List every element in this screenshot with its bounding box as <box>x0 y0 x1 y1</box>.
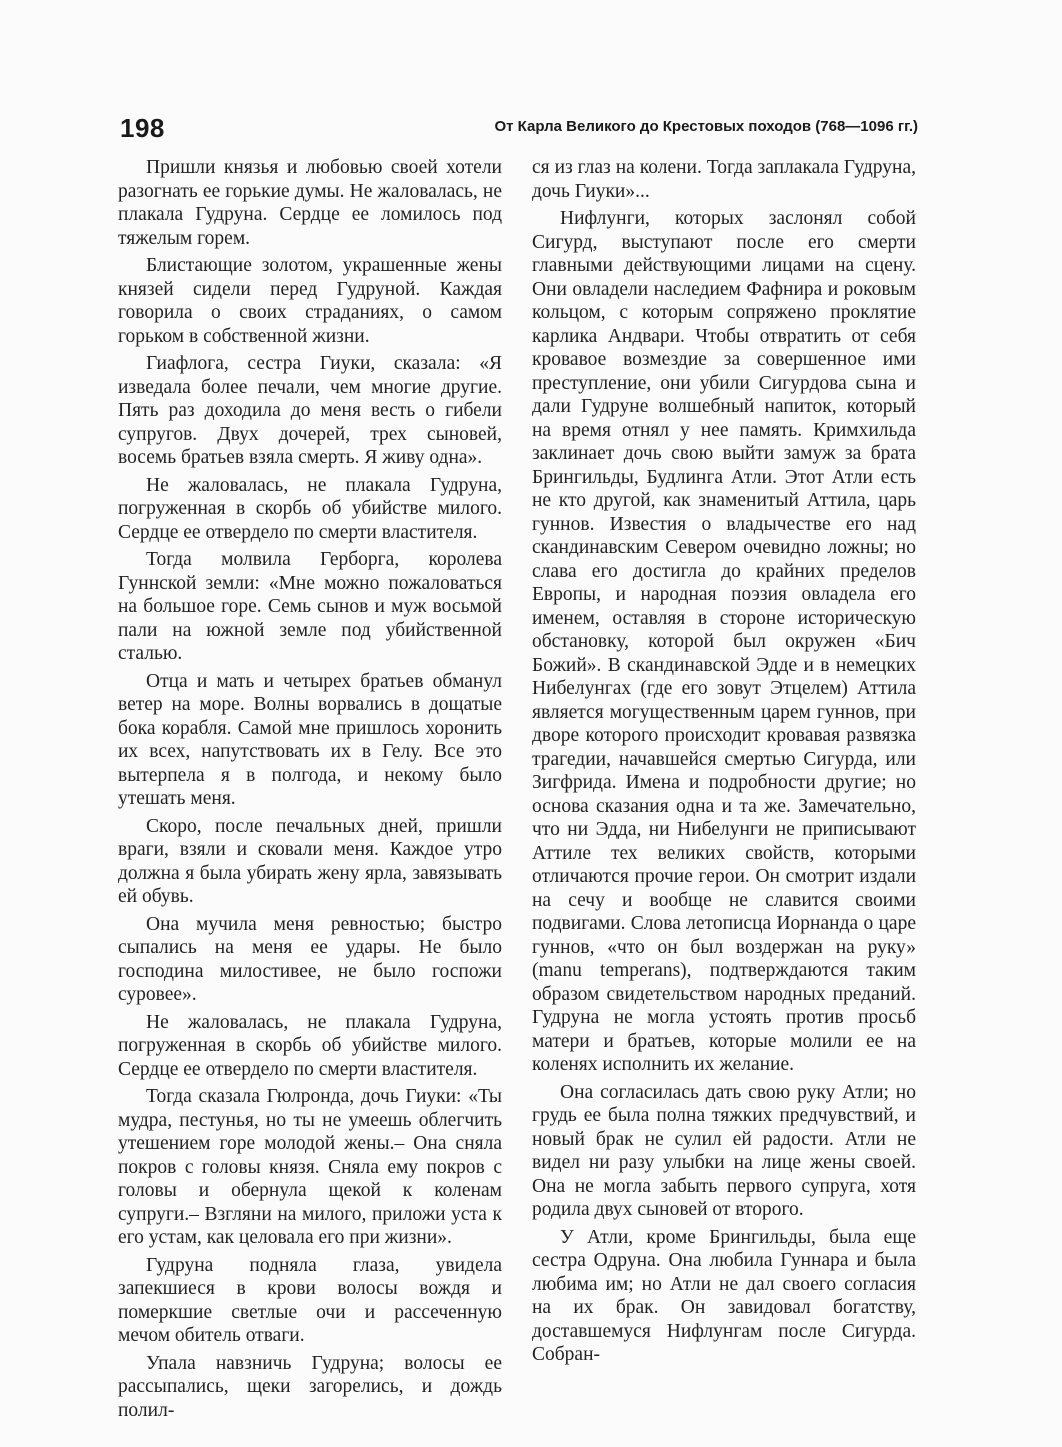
paragraph: Упала навзничь Гудруна; волосы ее рассыпались, щеки загорелись, и дождь полил- <box>118 1352 502 1421</box>
paragraph: Нифлунги, которых заслонял собой Сигурд, выступают после его смерти главными действующими лицами на сцену. Они овладели наследием Фафнира и роковым кольцом, с которым сопряжено проклятие карлика Андвари. Чтобы отвратить от себя кровавое возмездие за совершенное ими преступление, они убили Сигурдова сына и дали Гудруне волшебный напиток, который на время отнял у нее память. Кримхильда заклинает дочь свою выйти замуж за брата Брингильды, Будлинга Атли. Этот Атли есть не кто другой, как знаменитый Аттила, царь гуннов. Известия о владычестве его над скандинавским Севером очевидно ложны; но слава его достигла до крайних пределов Европы, и народная поэзия овладела его именем, оставляя в стороне историческую обстановку, которой был окружен «Бич Божий». В скандинавской Эдде и в немецких Нибелунгах (где его зовут Этцелем) Аттила является могущественным царем гуннов, при дворе которого происходит кровавая развязка трагедии, начавшейся смертью Сигурда, или Зигфрида. Имена и подробности другие; но основа сказания одна и та же. Замечательно, что ни Эдда, ни Нибелунги не приписывают Аттиле тех великих свойств, которыми отличаются прочие герои. Он смотрит издали на сечу и вообще не славится своими подвигами. Слова летописца Иорнанда о царе гуннов, «что он был воздержан на руку» (manu temperans), подтверждаются таким образом свидетельством народных преданий. Гудруна не могла устоять против просьб матери и братьев, которые молили ее на коленях исполнить их желание. <box>532 208 916 1075</box>
paragraph-continued: ся из глаз на колени. Тогда заплакала Гудруна, дочь Гиуки»... <box>532 157 916 202</box>
right-column <box>532 156 916 1371</box>
paragraph: Не жаловалась, не плакала Гудруна, погруженная в скорбь об убийстве милого. Сердце ее отвердело по смерти властителя. <box>118 474 502 543</box>
paragraph: Тогда сказала Гюлронда, дочь Гиуки: «Ты мудра, пестунья, но ты не умеешь облегчить утешением горе молодой жены.– Она сняла покров с головы князя. Сняла ему покров с головы и обернула щекой к коленам супруги.– Взгляни на милого, приложи уста к его устам, как целовала его при жизни». <box>118 1086 502 1248</box>
paragraph: Блистающие золотом, украшенные жены князей сидели перед Гудруной. Каждая говорила о своих страданиях, о самом горьком в собственной жизни. <box>118 255 502 347</box>
paragraph: Гиафлога, сестра Гиуки, сказала: «Я изведала более печали, чем многие другие. Пять раз доходила до меня весть о гибели супругов. Двух дочерей, трех сыновей, восемь братьев взяла смерть. Я живу одна». <box>118 353 502 468</box>
paragraph: Она согласилась дать свою руку Атли; но грудь ее была полна тяжких предчувствий, и новый брак не сулил ей радости. Атли не видел ни разу улыбки на лице жены своей. Она не могла забыть первого супруга, хотя родила двух сыновей от второго. <box>532 1081 916 1220</box>
paragraph: Она мучила меня ревностью; быстро сыпались на меня ее удары. Не было господина милостивее, не было госпожи суровее». <box>118 913 502 1005</box>
page-number: 198 <box>120 113 165 143</box>
paragraph: Скоро, после печальных дней, пришли враги, взяли и сковали меня. Каждое утро должна я была убирать жену ярла, завязывать ей обувь. <box>118 815 502 907</box>
running-title: От Карла Великого до Крестовых походов (768—1096 гг.) <box>494 118 918 135</box>
paragraph: Пришли князья и любовью своей хотели разогнать ее горькие думы. Не жаловалась, не плакала Гудруна. Сердце ее ломилось под тяжелым горем. <box>118 157 502 249</box>
paragraph: Отца и мать и четырех братьев обманул ветер на море. Волны ворвались в дощатые бока корабля. Самой мне пришлось хоронить их всех, напутствовать их в Гелу. Все это вытерпела я в полгода, и некому было утешать меня. <box>118 670 502 809</box>
paragraph: Не жаловалась, не плакала Гудруна, погруженная в скорбь об убийстве милого. Сердце ее отвердело по смерти властителя. <box>118 1011 502 1080</box>
paragraph: У Атли, кроме Брингильды, была еще сестра Одруна. Она любила Гуннара и была любима им; но Атли не дал своего согласия на их брак. Он завидовал богатству, доставшемуся Нифлунгам после Сигурда. Собран- <box>532 1226 916 1365</box>
left-column <box>118 156 502 1426</box>
paragraph: Тогда молвила Герборга, королева Гуннской земли: «Мне можно пожаловаться на большое горе. Семь сынов и муж восьмой пали на южной земле под убийственной сталью. <box>118 549 502 664</box>
paragraph: Гудруна подняла глаза, увидела запекшиеся в крови волосы вождя и померкшие светлые очи и рассеченную мечом обитель отваги. <box>118 1254 502 1346</box>
